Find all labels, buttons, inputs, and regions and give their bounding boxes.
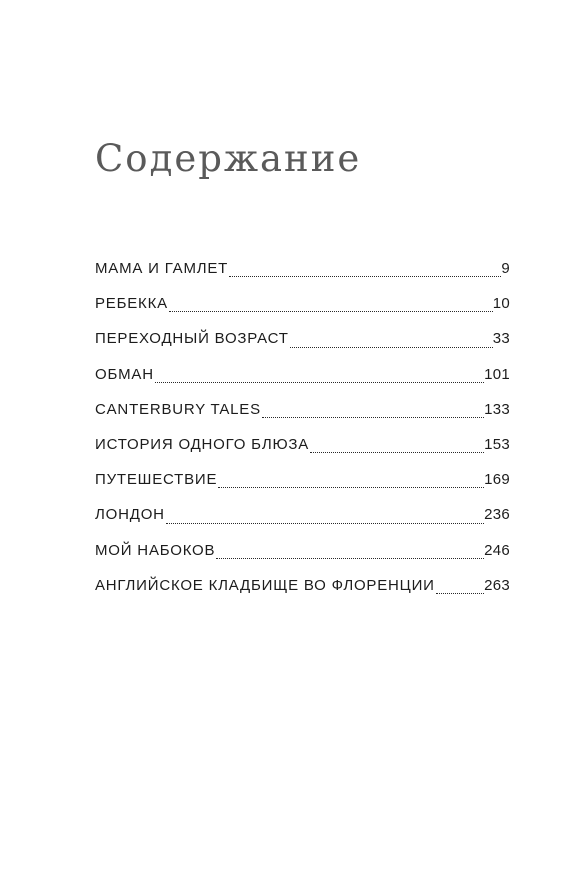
- dot-leader: [310, 452, 484, 453]
- toc-entry-page-number: 9: [501, 260, 510, 277]
- toc-entry: [95, 465, 510, 500]
- toc-entry-page-number: 153: [484, 435, 510, 453]
- dot-leader: [436, 593, 484, 594]
- dot-leader: [169, 311, 493, 312]
- toc-entry-title: ОБМАН: [95, 365, 154, 383]
- toc-heading: Содержание: [95, 137, 362, 180]
- dot-leader: [229, 276, 501, 277]
- toc-entry: [95, 324, 510, 359]
- toc-entry-page-number: 236: [484, 506, 510, 524]
- dot-leader: [166, 523, 484, 524]
- toc-entry-page-number: 169: [484, 471, 510, 489]
- dot-leader: [218, 487, 484, 488]
- toc-entry-page-number: 133: [484, 400, 510, 418]
- toc-entry: [95, 289, 510, 324]
- toc-entry-title: ЛОНДОН: [95, 506, 165, 524]
- toc-entry-title: ИСТОРИЯ ОДНОГО БЛЮЗА: [95, 435, 310, 453]
- toc-entry-title: ПЕРЕХОДНЫЙ ВОЗРАСТ: [95, 330, 289, 348]
- toc-entry: [95, 536, 510, 571]
- toc-entry-title: CANTERBURY TALES: [95, 400, 261, 418]
- dot-leader: [216, 558, 484, 559]
- toc-entry-title: ПУТЕШЕСТВИЕ: [95, 471, 218, 489]
- toc-entry-page-number: 101: [484, 365, 510, 383]
- toc-entry: [95, 254, 510, 289]
- toc-entry-title: РЕБЕККА: [95, 295, 168, 313]
- toc-entry-page-number: 263: [484, 576, 510, 594]
- toc-entry: [95, 500, 510, 535]
- toc-list: [95, 254, 510, 606]
- dot-leader: [290, 347, 493, 348]
- toc-entry-title: АНГЛИЙСКОЕ КЛАДБИЩЕ ВО ФЛОРЕНЦИИ: [95, 576, 435, 594]
- toc-entry: [95, 360, 510, 395]
- toc-entry: [95, 430, 510, 465]
- toc-entry-title: МАМА И ГАМЛЕТ: [95, 260, 229, 277]
- toc-entry: [95, 571, 510, 606]
- toc-entry-page-number: 246: [484, 541, 510, 559]
- dot-leader: [155, 382, 484, 383]
- toc-entry: [95, 395, 510, 430]
- toc-entry-title: МОЙ НАБОКОВ: [95, 541, 216, 559]
- dot-leader: [262, 417, 484, 418]
- toc-entry-page-number: 33: [492, 330, 510, 348]
- toc-entry-page-number: 10: [492, 295, 510, 313]
